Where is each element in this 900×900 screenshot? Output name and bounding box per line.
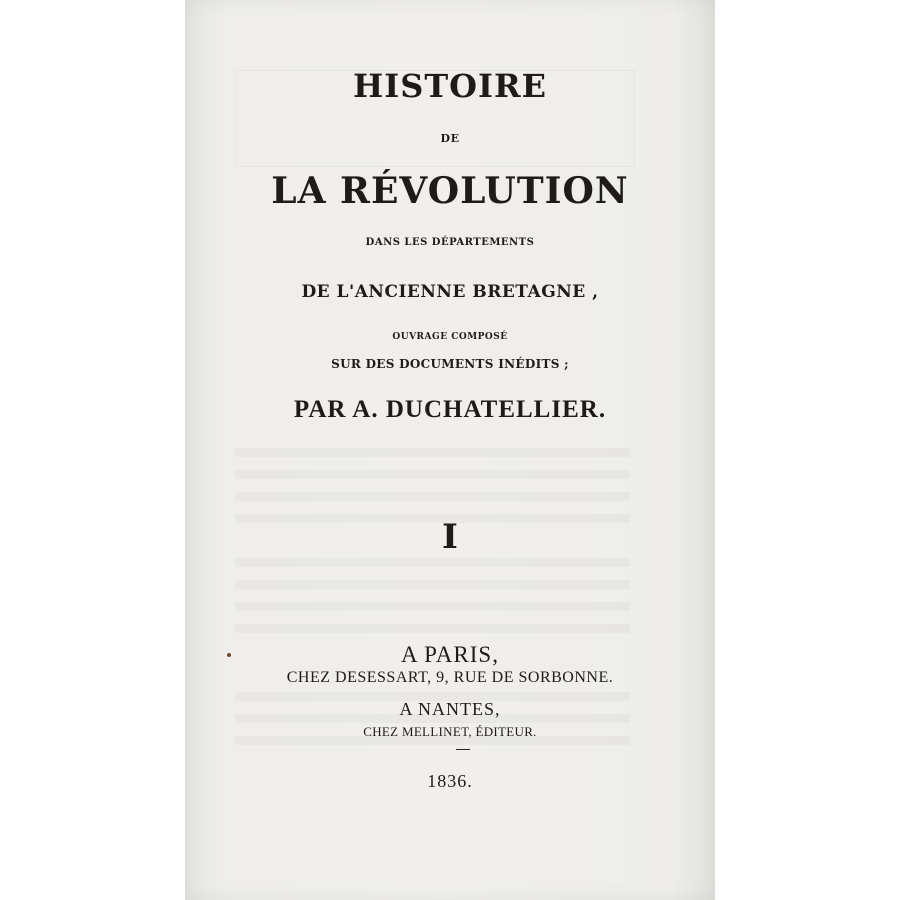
subtitle-departements: DANS LES DÉPARTEMENTS bbox=[365, 237, 535, 248]
title-de: DE bbox=[440, 132, 460, 145]
volume-number: I bbox=[442, 517, 458, 557]
title-la-revolution: LA RÉVOLUTION bbox=[271, 170, 629, 212]
bleed-through-line bbox=[235, 602, 630, 611]
imprint-city-paris: A PARIS, bbox=[401, 642, 499, 667]
bleed-through-line bbox=[235, 470, 630, 479]
subtitle-bretagne: DE L'ANCIENNE BRETAGNE , bbox=[301, 282, 599, 302]
bleed-through-line bbox=[235, 492, 630, 501]
imprint-year: 1836. bbox=[427, 771, 473, 791]
imprint-divider bbox=[456, 749, 470, 750]
bleed-through-line bbox=[235, 580, 630, 589]
imprint-city-nantes: A NANTES, bbox=[399, 699, 501, 719]
imprint-publisher-paris: CHEZ DESESSART, 9, RUE DE SORBONNE. bbox=[286, 669, 614, 686]
work-note-documents: SUR DES DOCUMENTS INÉDITS ; bbox=[331, 357, 569, 371]
author-line: PAR A. DUCHATELLIER. bbox=[293, 396, 607, 423]
imprint-publisher-nantes: CHEZ MELLINET, ÉDITEUR. bbox=[363, 724, 537, 739]
work-note-compose: OUVRAGE COMPOSÉ bbox=[392, 332, 508, 342]
bleed-through-line bbox=[235, 448, 630, 457]
bleed-through-line bbox=[235, 558, 630, 567]
title-histoire: HISTOIRE bbox=[353, 67, 547, 105]
paper-speck bbox=[227, 653, 231, 657]
bleed-through-line bbox=[235, 624, 630, 633]
